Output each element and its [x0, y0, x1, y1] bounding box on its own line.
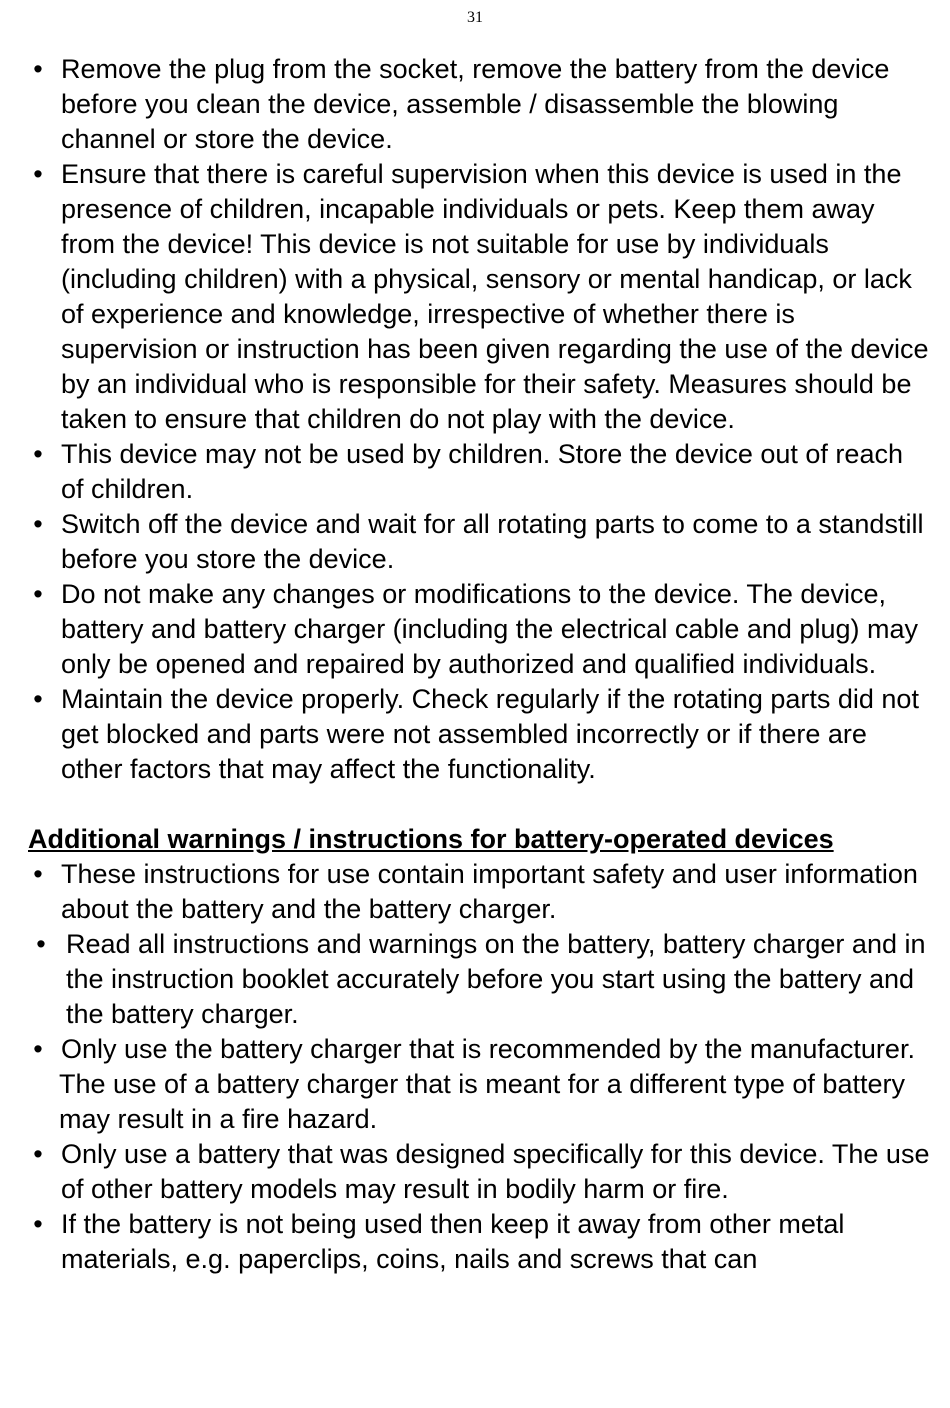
list-item [0, 1207, 950, 1277]
list-item [0, 507, 950, 577]
bullet-icon: • [33, 1209, 43, 1239]
list-item [0, 682, 950, 787]
list-item [0, 437, 950, 507]
bullet-icon: • [33, 1139, 43, 1169]
page-number: 31 [467, 9, 483, 26]
list-item-text: Ensure that there is careful supervision when this device is used in the presence of children, incapable individuals or pets. Keep them away from the device! This device is not suitable for use by individuals (including children) with a physical, sensory or mental handicap, or lack of experience and knowledge, irrespective of whether there is supervision or instruction has been given regarding the use of the device by an individual who is responsible for their safety. Measures should be taken to ensure that children do not play with the device. [61, 159, 929, 434]
list-item-text: Maintain the device properly. Check regularly if the rotating parts did not get blocked and parts were not assembled incorrectly or if there are other factors that may affect the functionality. [61, 684, 919, 784]
list-item [0, 927, 950, 1032]
bullet-icon: • [33, 54, 43, 84]
list-item-text: These instructions for use contain important safety and user information about the battery and the battery charger. [61, 859, 918, 924]
bullet-icon: • [33, 684, 43, 714]
bullet-icon: • [33, 859, 43, 889]
list-item-text: Only use the battery charger that is recommended by the manufacturer. [61, 1034, 915, 1064]
list-item-text: If the battery is not being used then keep it away from other metal materials, e.g. paperclips, coins, nails and screws that can [61, 1209, 845, 1274]
bullet-icon: • [33, 439, 43, 469]
list-item-text: Only use a battery that was designed specifically for this device. The use of other battery models may result in bodily harm or fire. [61, 1139, 930, 1204]
bullet-icon: • [33, 509, 43, 539]
list-item [0, 157, 950, 437]
safety-instructions-list [0, 52, 950, 787]
list-item-text: Read all instructions and warnings on the battery, battery charger and in the instruction booklet accurately before you start using the battery and the battery charger. [66, 929, 926, 1029]
battery-instructions-list-continued [0, 1137, 950, 1277]
bullet-icon: • [36, 929, 46, 959]
list-item [0, 577, 950, 682]
charger-warning-note: The use of a battery charger that is meant for a different type of battery may result in a fire hazard. [59, 1069, 905, 1134]
section-heading: Additional warnings / instructions for battery-operated devices [28, 824, 834, 854]
list-item [0, 1137, 950, 1207]
bullet-icon: • [33, 1034, 43, 1064]
bullet-icon: • [33, 159, 43, 189]
list-item-text: Switch off the device and wait for all rotating parts to come to a standstill before you store the device. [61, 509, 924, 574]
list-item [0, 1032, 950, 1067]
list-item [0, 52, 950, 157]
battery-instructions-list [0, 857, 950, 1067]
bullet-icon: • [33, 579, 43, 609]
manual-page-content [0, 52, 950, 1277]
list-item-text: Do not make any changes or modifications to the device. The device, battery and battery charger (including the electrical cable and plug) may only be opened and repaired by authorized and qualified individuals. [61, 579, 918, 679]
list-item [0, 857, 950, 927]
list-item-text: Remove the plug from the socket, remove the battery from the device before you clean the device, assemble / disassemble the blowing channel or store the device. [61, 54, 890, 154]
list-item-text: This device may not be used by children. Store the device out of reach of children. [61, 439, 903, 504]
